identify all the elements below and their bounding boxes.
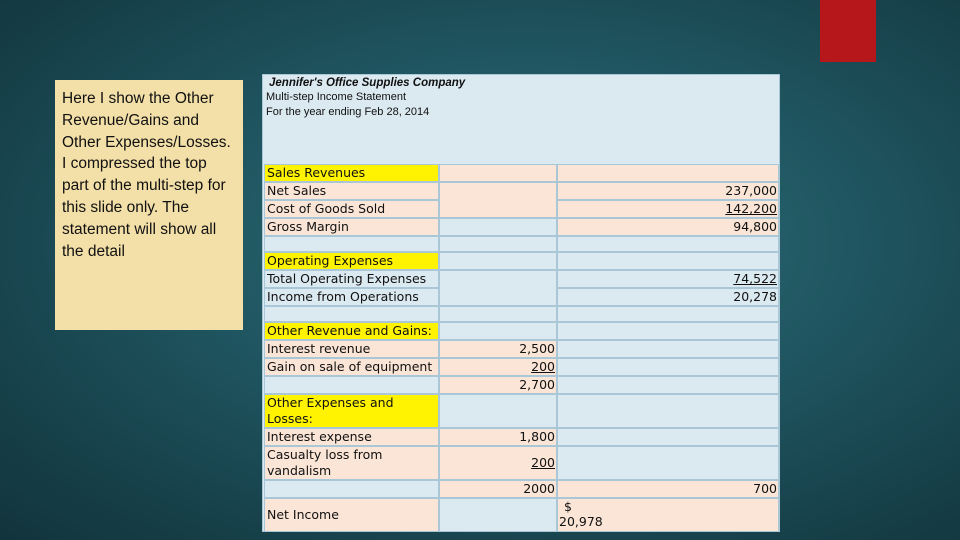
blank-cell — [557, 306, 779, 322]
gain-sale-label: Gain on sale of equipment — [264, 358, 439, 376]
blank-cell — [439, 306, 557, 322]
blank-cell — [264, 306, 439, 322]
net-sales-label: Net Sales — [264, 182, 439, 200]
blank-cell — [439, 236, 557, 252]
blank-cell — [439, 218, 557, 236]
statement-period: For the year ending Feb 28, 2014 — [266, 106, 430, 118]
total-operating-label: Total Operating Expenses — [264, 270, 439, 288]
blank-cell — [557, 428, 779, 446]
blank-cell — [557, 446, 779, 480]
blank-cell — [439, 394, 557, 428]
sales-revenues-label: Sales Revenues — [264, 164, 439, 182]
other-expenses-line2: Losses: — [267, 411, 313, 426]
other-expenses-label — [264, 394, 439, 428]
gain-sale-amount: 200 — [531, 359, 555, 374]
other-revenue-total: 2,700 — [439, 376, 557, 394]
accent-bar — [820, 0, 876, 62]
casualty-amount-cell — [439, 446, 557, 480]
interest-revenue-label: Interest revenue — [264, 340, 439, 358]
total-operating-amount: 74,522 — [733, 271, 777, 286]
blank-cell — [439, 498, 557, 532]
other-expenses-line1: Other Expenses and — [267, 395, 394, 410]
blank-cell — [557, 376, 779, 394]
blank-cell — [557, 322, 779, 340]
blank-cell — [264, 480, 439, 498]
casualty-label — [264, 446, 439, 480]
blank-cell — [439, 322, 557, 340]
company-name: Jennifer's Office Supplies Company — [269, 77, 466, 89]
net-income-dollar: $ — [564, 499, 572, 514]
income-ops-amount: 20,278 — [557, 288, 779, 306]
blank-cell — [557, 164, 779, 182]
blank-cell — [439, 270, 557, 306]
income-statement — [262, 74, 780, 532]
cogs-label: Cost of Goods Sold — [264, 200, 439, 218]
operating-expenses-label: Operating Expenses — [264, 252, 439, 270]
blank-cell — [264, 376, 439, 394]
blank-cell — [557, 394, 779, 428]
net-income-amount-cell — [557, 498, 779, 532]
other-revenue-label: Other Revenue and Gains: — [264, 322, 439, 340]
gross-margin-label: Gross Margin — [264, 218, 439, 236]
other-expenses-total: 2000 — [439, 480, 557, 498]
blank-cell — [439, 252, 557, 270]
explanation-note — [55, 80, 243, 330]
net-income-amount: 20,978 — [559, 514, 603, 529]
blank-cell — [557, 340, 779, 358]
net-income-label: Net Income — [264, 498, 439, 532]
blank-cell — [557, 252, 779, 270]
interest-expense-amount: 1,800 — [439, 428, 557, 446]
note-text: Here I show the Other Revenue/Gains and Other Expenses/Losses. I compressed the top part of the multi-step for this slide only. The statement will show all the detail — [62, 90, 231, 260]
gain-sale-amount-cell — [439, 358, 557, 376]
casualty-line2: vandalism — [267, 463, 332, 478]
blank-cell — [439, 164, 557, 182]
cogs-amount-cell — [557, 200, 779, 218]
blank-cell — [557, 358, 779, 376]
gross-margin-amount: 94,800 — [557, 218, 779, 236]
casualty-line1: Casualty loss from — [267, 447, 383, 462]
cogs-amount: 142,200 — [725, 201, 777, 216]
interest-revenue-amount: 2,500 — [439, 340, 557, 358]
interest-expense-label: Interest expense — [264, 428, 439, 446]
net-sales-amount: 237,000 — [557, 182, 779, 200]
blank-cell — [439, 182, 557, 218]
other-net-amount: 700 — [557, 480, 779, 498]
statement-title: Multi-step Income Statement — [266, 91, 407, 103]
blank-cell — [557, 236, 779, 252]
income-ops-label: Income from Operations — [264, 288, 439, 306]
casualty-amount: 200 — [531, 455, 555, 470]
total-operating-amount-cell — [557, 270, 779, 288]
blank-cell — [264, 236, 439, 252]
